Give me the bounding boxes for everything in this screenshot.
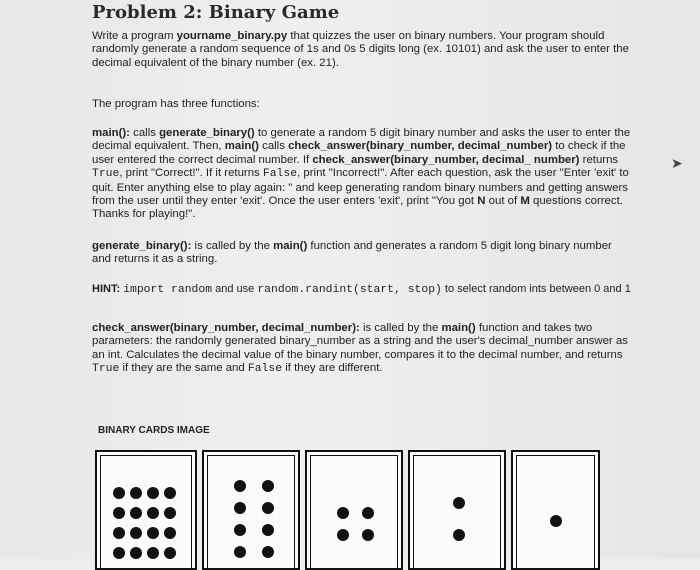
card-dot: [113, 487, 125, 499]
binary-card-2: [408, 450, 506, 570]
gen-fn-text-2: function and generates a random 5 digit long binary number and returns it as a string.: [92, 240, 612, 266]
intro-filename: yourname_binary.py: [176, 30, 288, 42]
card-dot: [234, 502, 246, 514]
card-dot: [337, 507, 349, 519]
main-fn-text-9: questions correct. Thanks for playing!".: [92, 195, 623, 221]
check-fn-text-4: if they are different.: [282, 362, 383, 375]
card-dot: [362, 507, 374, 519]
card-dot: [453, 529, 465, 541]
binary-cards-heading: BINARY CARDS IMAGE: [98, 425, 210, 436]
binary-cards-image: [95, 450, 600, 559]
card-dot: [113, 507, 125, 519]
main-fn-text-7: , print "Incorrect!". After each question, ask the user "Enter 'exit' to quit. Enter anything else to play again: " and keep generating random binary numbers and getting answers from the user until they enter 'exit'. Once the user enters 'exit', print "You got: [92, 167, 629, 208]
card-dot: [147, 487, 159, 499]
card-dot: [164, 547, 176, 559]
gen-fn-bold-1: main(): [273, 240, 308, 252]
main-fn-bold-3: check_answer(binary_number, decimal_number): [288, 140, 553, 153]
card-dot: [113, 547, 125, 559]
hint-text-1: and use: [212, 283, 258, 295]
check-fn-code-true: True: [92, 363, 120, 376]
generate-binary-description: [92, 240, 632, 267]
card-dot: [130, 487, 142, 499]
main-fn-text-6: , print "Correct!". If it returns: [119, 167, 263, 180]
intro-text-2: that quizzes the user on binary numbers. Your program should randomly generate a random sequence of 1s and 0s 5 digits long (ex. 10101) and ask the user to enter the decimal equivalent of the binary number (ex. 21).: [92, 30, 629, 69]
hint-code-import: import random: [123, 284, 213, 296]
card-dot: [147, 507, 159, 519]
check-fn-text-1: is called by the: [359, 322, 442, 334]
card-inner-frame: [310, 455, 398, 568]
main-fn-text-5: returns: [579, 153, 619, 166]
binary-card-4: [305, 450, 403, 570]
main-fn-text-2: to generate a random 5 digit binary number and asks the user to enter the decimal equivalent. Then,: [92, 127, 631, 153]
binary-card-1: [511, 450, 600, 570]
card-dot: [262, 546, 274, 558]
check-fn-code-false: False: [247, 363, 283, 376]
card-dot: [262, 524, 274, 536]
card-dot: [130, 527, 142, 539]
card-dot: [362, 529, 374, 541]
hint-code-randint: random.randint(start, stop): [257, 284, 442, 296]
intro-text-1: Write a program: [92, 30, 177, 42]
main-fn-bold-4: check_answer(binary_number, decimal_ number): [312, 153, 580, 166]
card-dot: [147, 527, 159, 539]
card-dot: [262, 480, 274, 492]
main-fn-text-1: calls: [129, 127, 160, 139]
hint-paragraph: [92, 283, 632, 297]
card-dot: [164, 507, 176, 519]
cursor-arrow-icon: ➤: [671, 155, 683, 171]
card-dot: [550, 515, 562, 527]
card-dot: [337, 529, 349, 541]
main-fn-code-false: False: [262, 168, 298, 181]
check-fn-name: check_answer(binary_number, decimal_number):: [92, 322, 360, 334]
card-dot: [262, 502, 274, 514]
check-answer-description: [92, 322, 632, 377]
card-dot: [234, 480, 246, 492]
intro-paragraph: [92, 30, 632, 70]
main-fn-bold-2: main(): [224, 140, 259, 153]
main-fn-name: main():: [92, 127, 130, 139]
main-fn-bold-1: generate_binary(): [159, 127, 255, 139]
card-dot: [164, 527, 176, 539]
check-fn-text-3: if they are the same and: [119, 362, 248, 375]
card-dot: [113, 527, 125, 539]
main-function-description: [92, 127, 632, 222]
card-dot: [130, 547, 142, 559]
card-inner-frame: [413, 455, 501, 568]
card-dot: [164, 487, 176, 499]
card-dot: [234, 546, 246, 558]
main-fn-bold-m: M: [520, 195, 530, 208]
check-fn-text-2: function and takes two parameters: the randomly generated binary_number as a string and the user's decimal_number answer as an int. Calculates the decimal value of the binary number, compares it to the decimal number, and returns: [92, 322, 628, 361]
gen-fn-text-1: is called by the: [191, 240, 274, 252]
main-fn-bold-n: N: [477, 195, 486, 208]
problem-title: Problem 2: Binary Game: [92, 2, 340, 23]
card-dot: [453, 497, 465, 509]
card-dot: [234, 524, 246, 536]
card-dot: [147, 547, 159, 559]
binary-card-16: [95, 450, 197, 570]
card-dot: [130, 507, 142, 519]
card-inner-frame: [207, 455, 295, 568]
card-inner-frame: [516, 455, 595, 568]
hint-label: HINT:: [92, 283, 121, 295]
check-fn-bold-1: main(): [441, 322, 476, 334]
main-fn-text-8: out of: [485, 195, 521, 208]
gen-fn-name: generate_binary():: [92, 240, 192, 252]
functions-intro: The program has three functions:: [92, 98, 260, 110]
main-fn-text-4: to check if the user entered the correct decimal number. If: [92, 140, 626, 166]
main-fn-code-true: True: [92, 168, 120, 181]
hint-text-2: to select random ints between 0 and 1: [441, 283, 631, 295]
binary-card-8: [202, 450, 300, 570]
main-fn-text-3: calls: [258, 140, 289, 153]
